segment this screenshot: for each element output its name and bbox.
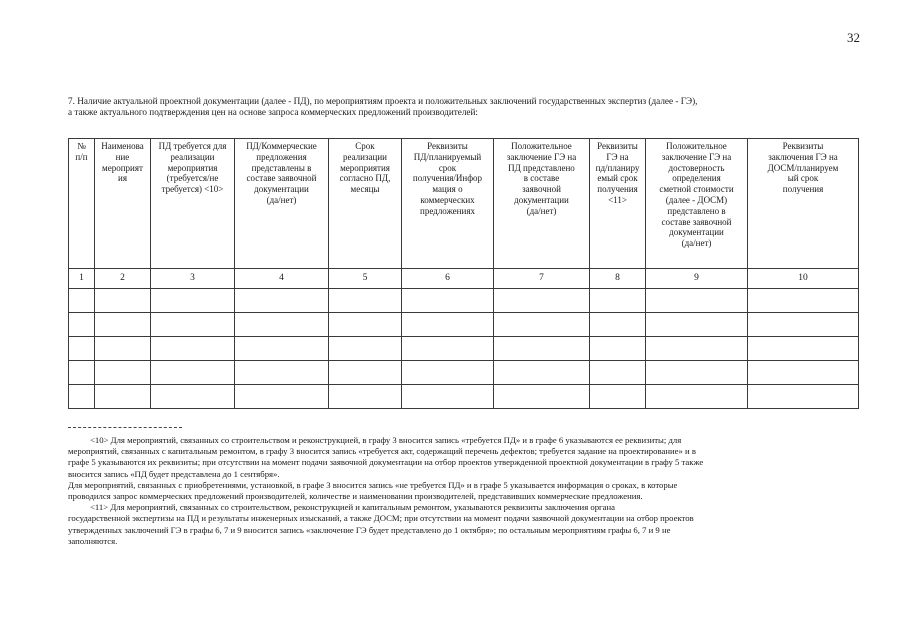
column-header-line: документации — [514, 194, 569, 205]
column-header-line: (да/нет) — [266, 194, 297, 205]
column-header-line: ПД требуется для — [158, 141, 227, 151]
column-header-line: мероприятия — [340, 162, 390, 173]
column-header-line: Наименова — [101, 141, 144, 151]
column-header-line: <11> — [608, 194, 627, 205]
footnote-line: мероприятий, связанных с капитальным ремонтом, в графу 3 вносится запись «требуется акт, содержащий перечень дефектов; требуется задание на проектирование» и в — [68, 446, 696, 457]
column-header-line: предложениях — [420, 205, 475, 216]
column-number: 8 — [590, 269, 646, 289]
footnote-line: графе 5 указываются их реквизиты; при отсутствии на момент подачи заявочной документации на отбор проектов утвержденной проектной документации в графу 5 также — [68, 457, 704, 468]
column-header-line: ПД/Коммерческие — [246, 141, 317, 151]
column-header-line: получения — [782, 184, 824, 195]
heading-line: 7. Наличие актуальной проектной документации (далее - ПД), по мероприятиям проекта и положительных заключений государственных экспертиз (далее - ГЭ), — [68, 96, 698, 106]
footnote-separator — [68, 427, 182, 428]
column-header-line: сметной стоимости — [659, 184, 734, 195]
column-header-line: емый срок — [597, 173, 638, 184]
column-header-line: мероприятия — [167, 162, 218, 173]
column-header-line: коммерческих — [420, 194, 475, 205]
column-number: 4 — [235, 269, 329, 289]
section-heading — [68, 96, 858, 118]
table-cell — [235, 337, 329, 361]
column-header-line: мероприят — [102, 162, 143, 173]
column-header-line: согласно ПД, — [339, 173, 391, 184]
column-header-line: п/п — [75, 151, 88, 162]
column-header-line: Положительное — [666, 141, 727, 151]
column-header-line: определения — [672, 173, 721, 184]
column-header-7 — [494, 139, 590, 269]
footnote-line: <11> Для мероприятий, связанных со строительством, реконструкцией и капитальным ремонтом, указываются реквизиты заключения органа — [90, 502, 615, 513]
column-number: 6 — [402, 269, 494, 289]
column-header-line: ние — [115, 151, 130, 162]
table-cell — [95, 385, 151, 409]
column-header-line: реализации — [343, 151, 387, 162]
column-header-line: ПД/планируемый — [413, 151, 482, 162]
footnote-line: Для мероприятий, связанных с приобретениями, установкой, в графе 3 вносится запись «не требуется ПД» и в графе 5 указывается информация о сроках, в которые — [68, 479, 678, 490]
footnote-line: заполняются. — [68, 535, 118, 546]
table-cell — [590, 313, 646, 337]
table-cell — [402, 385, 494, 409]
table-row — [69, 337, 859, 361]
footnote-line: проводился запрос коммерческих предложений производителей, количестве и наименовании производителей, представивших коммерческие предложения. — [68, 491, 643, 502]
column-number: 1 — [69, 269, 95, 289]
footnotes — [68, 435, 858, 547]
table-cell — [402, 337, 494, 361]
table-cell — [95, 361, 151, 385]
column-number: 9 — [646, 269, 748, 289]
footnote-paragraph — [68, 480, 858, 502]
column-header-4 — [235, 139, 329, 269]
table-cell — [329, 313, 402, 337]
table-cell — [151, 313, 235, 337]
table-cell — [646, 337, 748, 361]
table-cell — [590, 337, 646, 361]
column-header-line: получения/Инфор — [412, 173, 483, 184]
column-number: 2 — [95, 269, 151, 289]
table-cell — [494, 385, 590, 409]
table-row — [69, 361, 859, 385]
column-header-line: в составе — [523, 173, 560, 184]
column-header-line: реализации — [170, 151, 215, 162]
table-row — [69, 289, 859, 313]
column-number: 3 — [151, 269, 235, 289]
column-header-line: ГЭ на — [606, 151, 629, 162]
table-cell — [748, 337, 859, 361]
column-header-5 — [329, 139, 402, 269]
column-header-line: срок — [438, 162, 457, 173]
table-cell — [646, 313, 748, 337]
table-cell — [69, 361, 95, 385]
footnote-line: утвержденных заключений ГЭ в графы 6, 7 и 9 вносится запись «заключение ГЭ будет представлено до 1 октября»; по остальным мероприятиям графы 6, 7 и 9 не — [68, 524, 671, 535]
page-number: 32 — [847, 30, 860, 45]
table-cell — [590, 385, 646, 409]
table-cell — [151, 337, 235, 361]
table-cell — [402, 361, 494, 385]
table-cell — [646, 289, 748, 313]
footnote-line: государственной экспертизы на ПД и результаты инженерных изысканий, а также ДОСМ; при отсутствии на момент подачи заявочной документации на отбор проектов — [68, 513, 694, 524]
column-header-line: требуется) <10> — [161, 184, 224, 195]
table-cell — [329, 337, 402, 361]
column-header-line: представлено в — [667, 205, 726, 216]
column-header-line: составе заявочной — [661, 216, 732, 227]
table-cell — [235, 289, 329, 313]
table-cell — [748, 361, 859, 385]
column-header-line: пд/планиру — [595, 162, 640, 173]
table-cell — [646, 385, 748, 409]
table-cell — [69, 385, 95, 409]
column-header-line: заключение ГЭ на — [661, 151, 732, 162]
column-header-line: представлены в — [251, 162, 312, 173]
footnote-line: вносится запись «ПД будет представлена до 1 сентября». — [68, 468, 280, 479]
column-header-line: заключение ГЭ на — [506, 151, 577, 162]
table-cell — [329, 289, 402, 313]
column-header-line: Реквизиты — [597, 141, 638, 151]
table-cell — [590, 361, 646, 385]
column-header-line: Положительное — [511, 141, 572, 151]
column-header-line: получения — [597, 184, 638, 195]
table-cell — [402, 313, 494, 337]
column-header-line: достоверность — [668, 162, 725, 173]
column-header-line: заявочной — [522, 184, 561, 195]
column-header-line: ия — [118, 173, 127, 184]
column-header-10 — [748, 139, 859, 269]
column-header-line: мация о — [432, 184, 463, 195]
footnote-line: <10> Для мероприятий, связанных со строительством и реконструкцией, в графу 3 вносится запись «требуется ПД» и в графе 6 указываются ее реквизиты; для — [90, 435, 682, 445]
heading-line: а также актуального подтверждения цен на основе запроса коммерческих предложений производителей: — [68, 107, 478, 117]
table-cell — [235, 385, 329, 409]
table-cell — [95, 337, 151, 361]
table-cell — [748, 385, 859, 409]
column-header-6 — [402, 139, 494, 269]
column-header-line: ый срок — [787, 173, 819, 184]
table-cell — [151, 385, 235, 409]
column-header-line: (требуется/не — [166, 173, 219, 184]
column-header-line: месяцы — [350, 184, 380, 195]
column-header-3 — [151, 139, 235, 269]
column-header-line: предложения — [256, 151, 307, 162]
table-cell — [590, 289, 646, 313]
column-header-line: заключения ГЭ на — [768, 151, 838, 162]
table-cell — [69, 337, 95, 361]
table-cell — [494, 313, 590, 337]
column-header-8 — [590, 139, 646, 269]
column-header-line: (да/нет) — [526, 205, 557, 216]
column-header-line: (да/нет) — [681, 238, 712, 249]
table-cell — [329, 385, 402, 409]
table-cell — [748, 289, 859, 313]
column-header-line: документации — [254, 184, 309, 195]
column-header-9 — [646, 139, 748, 269]
column-header-line: составе заявочной — [246, 173, 317, 184]
table-cell — [69, 289, 95, 313]
table-cell — [402, 289, 494, 313]
table-cell — [151, 289, 235, 313]
column-number-row — [69, 269, 859, 289]
table-cell — [235, 361, 329, 385]
table-cell — [646, 361, 748, 385]
table-cell — [95, 313, 151, 337]
column-header-line: ДОСМ/планируем — [767, 162, 839, 173]
table-row — [69, 385, 859, 409]
table-cell — [235, 313, 329, 337]
column-header-line: Реквизиты — [427, 141, 468, 151]
table-cell — [151, 361, 235, 385]
table-cell — [329, 361, 402, 385]
column-header-line: документации — [669, 227, 724, 238]
column-header-line: № — [77, 141, 86, 151]
column-header-line: (далее - ДОСМ) — [665, 194, 728, 205]
column-header-line: Реквизиты — [782, 141, 824, 151]
column-header-1 — [69, 139, 95, 269]
column-header-2 — [95, 139, 151, 269]
table-row — [69, 313, 859, 337]
table-cell — [494, 289, 590, 313]
column-number: 10 — [748, 269, 859, 289]
column-number: 5 — [329, 269, 402, 289]
table-header-row — [69, 139, 859, 269]
footnote-paragraph — [68, 435, 858, 480]
column-header-line: ПД представлено — [508, 162, 575, 173]
column-number: 7 — [494, 269, 590, 289]
table-cell — [69, 313, 95, 337]
table-cell — [95, 289, 151, 313]
column-header-line: Срок — [355, 141, 375, 151]
requirements-table — [68, 138, 859, 409]
table-cell — [748, 313, 859, 337]
table-cell — [494, 337, 590, 361]
table-cell — [494, 361, 590, 385]
footnote-paragraph — [68, 502, 858, 547]
